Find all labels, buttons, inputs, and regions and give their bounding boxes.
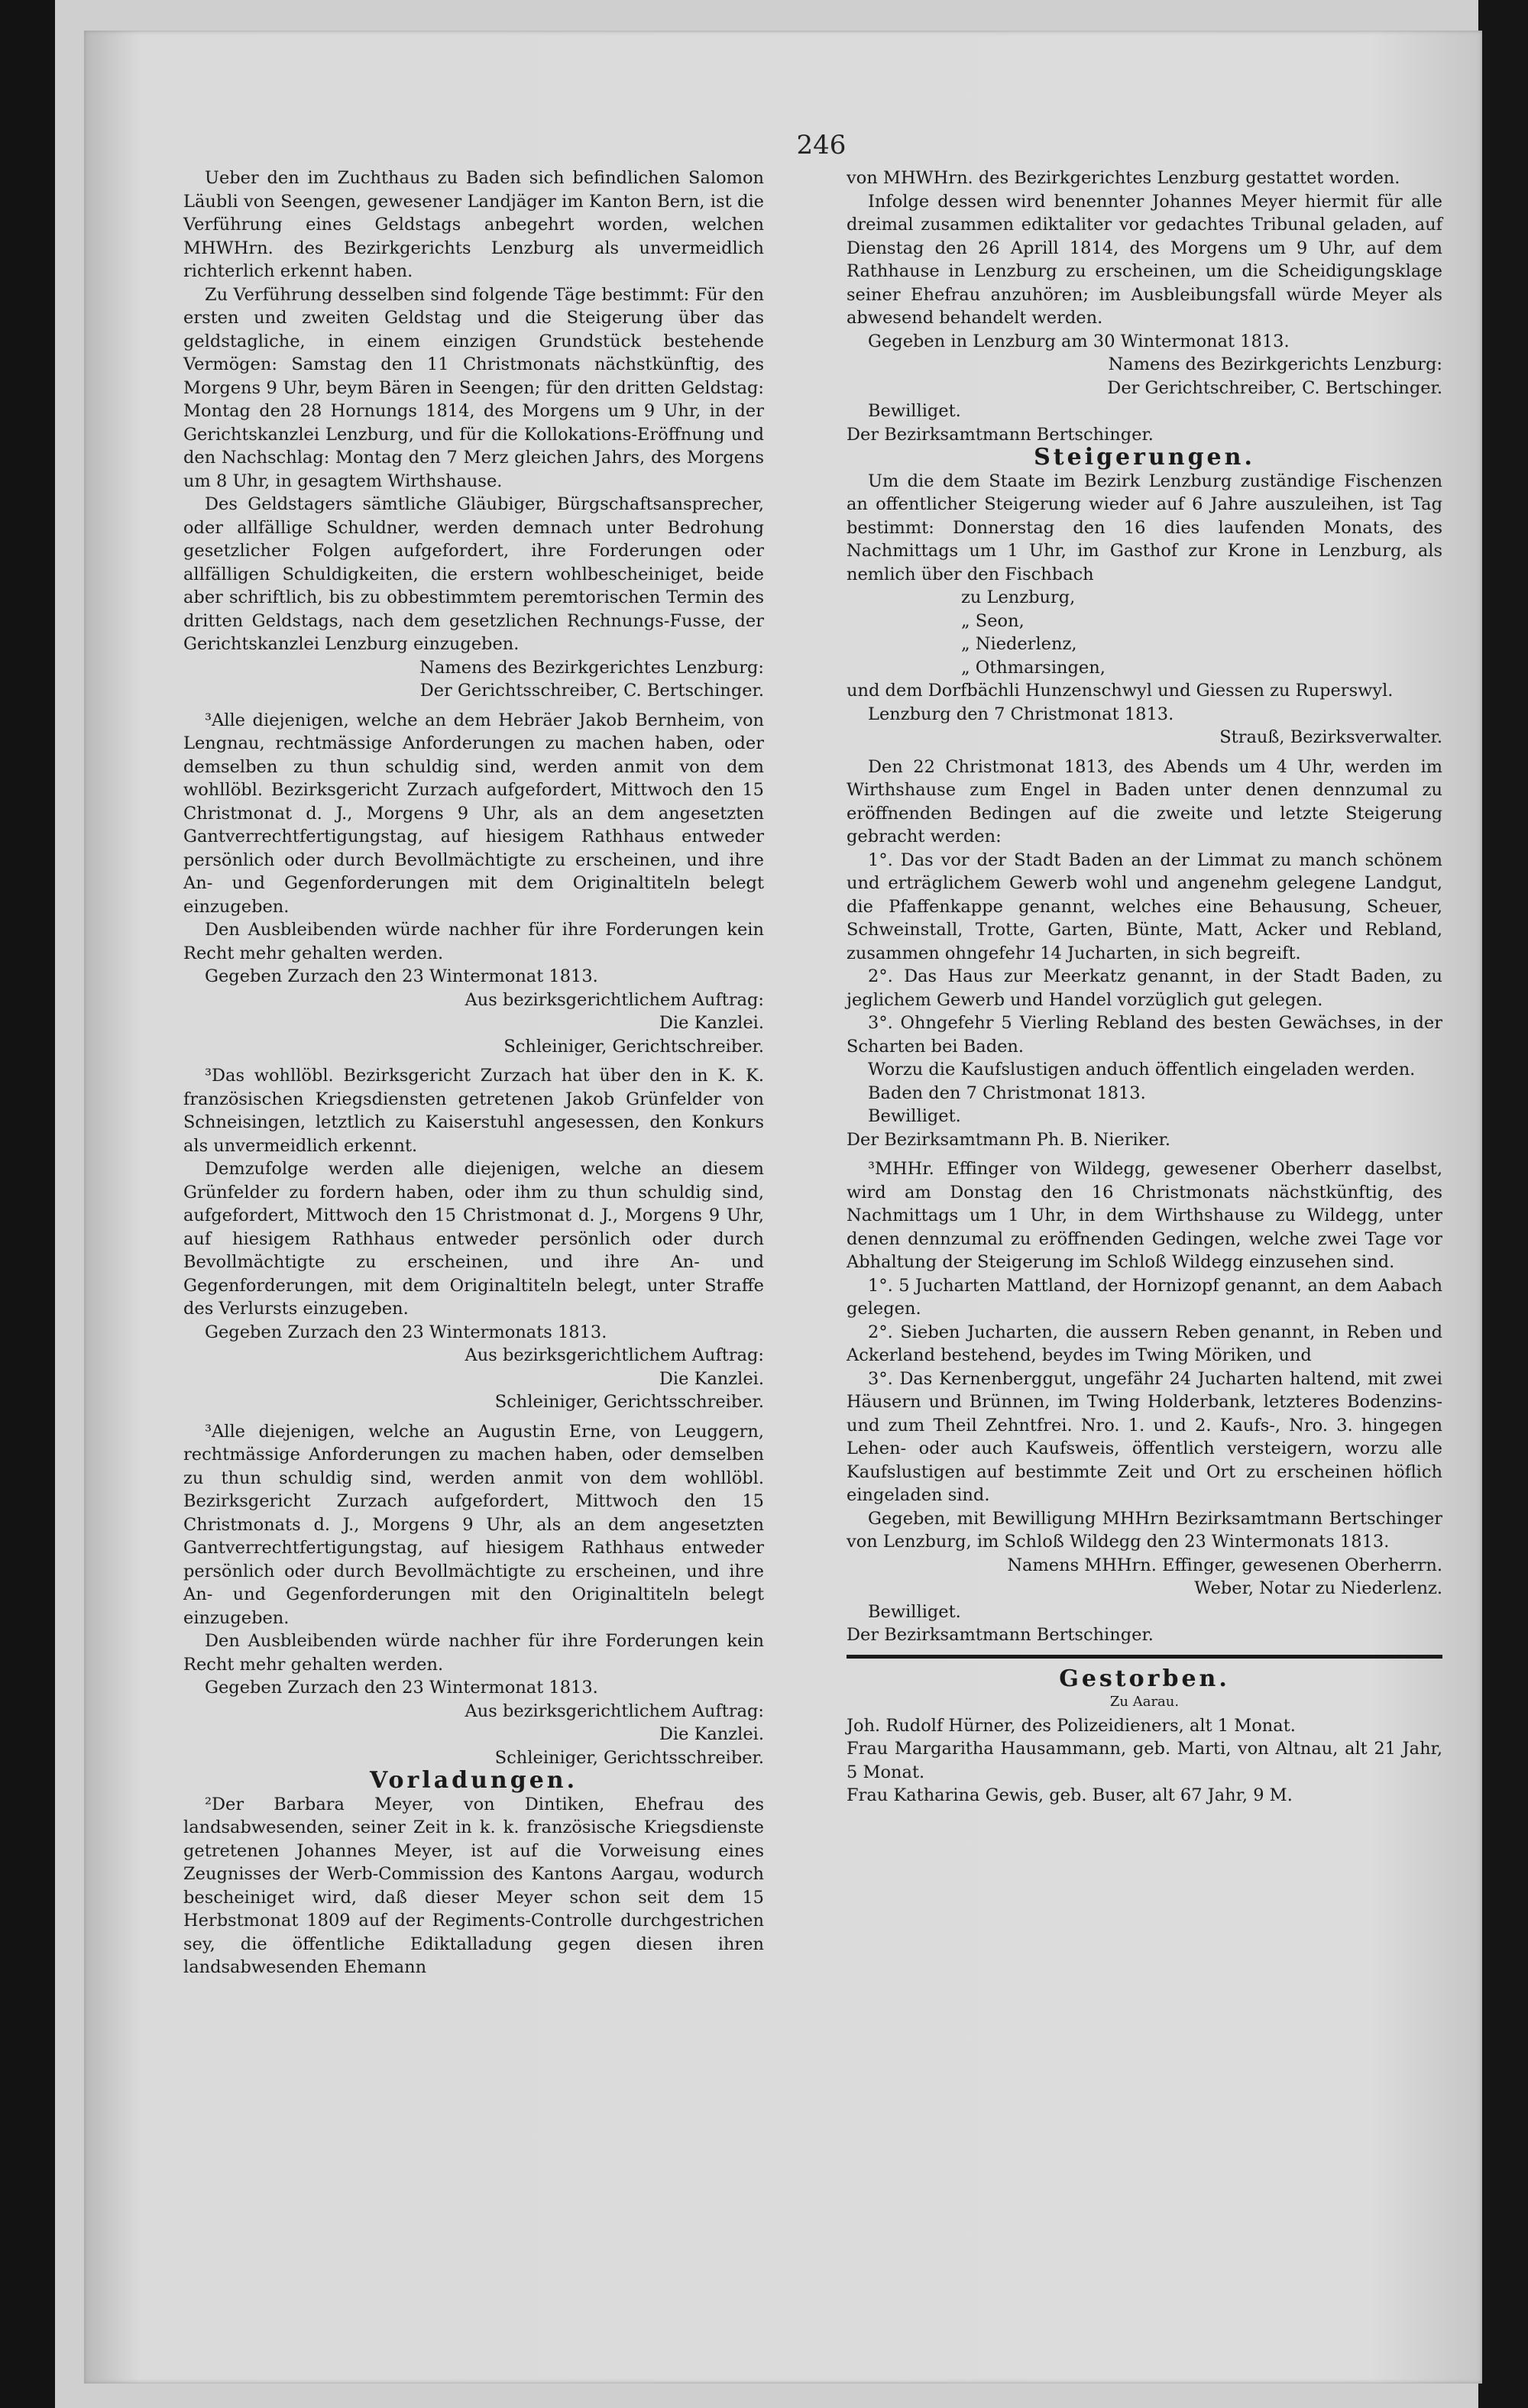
- date-line: Lenzburg den 7 Christmonat 1813.: [868, 704, 1174, 724]
- death-entry: Frau Margaritha Hausammann, geb. Marti, von Altnau, alt 21 Jahr, 5 Monat.: [847, 1739, 1442, 1782]
- notice-fischenzen-end: und dem Dorfbächli Hunzenschwyl und Giessen zu Ruperswyl.: [847, 681, 1394, 701]
- section-divider: [847, 1655, 1442, 1659]
- approval-line: Bewilliget.: [868, 401, 961, 421]
- signature-court: Namens des Bezirkgerichtes Lenzburg:: [419, 657, 764, 678]
- signature-order: Aus bezirksgerichtlichem Auftrag:: [465, 989, 764, 1010]
- signature-office: Die Kanzlei.: [659, 1013, 764, 1033]
- notice-gruenfelder-claims: Demzufolge werden alle diejenigen, welche an diesem Grünfelder zu fordern haben, oder ihm zu thun schuldig sind, aufgefordert, Mittwoch den 15 Christmonat d. J., Morgens 9 Uhr, auf hiesigem Rathhaus entweder persönlich oder durch Bevollmächtigte zu erscheinen, und ihre An- und Gegenforderungen, mit dem Originaltiteln belegt, unter Straffe des Verlursts einzugeben.: [183, 1159, 764, 1319]
- approval-line: Bewilliget.: [868, 1601, 961, 1622]
- auction-item-2: 2°. Das Haus zur Meerkatz genannt, in der Stadt Baden, zu jeglichem Gewerb und Handel vorzüglich gut gelegen.: [847, 966, 1442, 1010]
- district-officer: Der Bezirksamtmann Ph. B. Nieriker.: [847, 1129, 1171, 1150]
- notice-fischenzen: Um die dem Staate im Bezirk Lenzburg zuständige Fischenzen an offentlicher Steigerung wieder auf 6 Jahre auszuleihen, ist Tag bestimmt: Donnerstag den 16 dies laufenden Monats, des Nachmittags um 1 Uhr, im Gasthof zur Krone in Lenzburg, als nemlich über den Fischbach: [847, 471, 1442, 584]
- notice-bernheim: ³Alle diejenigen, welche an dem Hebräer Jakob Bernheim, von Lengnau, rechtmässige Anforderungen zu machen haben, oder demselben zu thun schuldig sind, werden anmit von dem wohllöbl. Bezirksgericht Zurzach aufgefordert, Mittwoch den 15 Christmonat d. J., Morgens 9 Uhr, als an dem angesetzten Gantverrechtfertigungstag, auf hiesigem Rathhaus entweder persönlich oder durch Bevollmächtigte zu erscheinen, und ihre An- und Gegenforderungen mit dem Originaltiteln belegt einzugeben.: [183, 710, 764, 917]
- district-officer: Der Bezirksamtmann Bertschinger.: [847, 1625, 1154, 1645]
- notice-erne-absent: Den Ausbleibenden würde nachher für ihre Forderungen kein Recht mehr gehalten werden.: [183, 1631, 764, 1675]
- date-line: Gegeben Zurzach den 23 Wintermonat 1813.: [205, 1678, 598, 1698]
- auction-item-3: 3°. Ohngefehr 5 Vierling Rebland des besten Gewächses, in der Scharten bei Baden.: [847, 1013, 1442, 1057]
- signature-clerk: Der Gerichtschreiber, C. Bertschinger.: [1107, 377, 1442, 398]
- district-officer: Der Bezirksamtmann Bertschinger.: [847, 424, 1154, 445]
- signature-clerk: Schleiniger, Gerichtsschreiber.: [494, 1392, 764, 1412]
- place-label: Zu Aarau.: [1109, 1694, 1180, 1710]
- auction-item-1: 1°. 5 Jucharten Mattland, der Hornizopf genannt, an dem Aabach gelegen.: [847, 1275, 1442, 1319]
- date-line: Gegeben in Lenzburg am 30 Wintermonat 1813.: [868, 331, 1290, 351]
- scan-border-left: [0, 0, 55, 2408]
- notice-baden-auction: Den 22 Christmonat 1813, des Abends um 4 Uhr, werden im Wirthshause zum Engel in Baden unter denen dennzumal zu eröffnenden Bedingen auf die zweite und letzte Steigerung gebracht werden:: [847, 756, 1442, 846]
- notice-laeubli-creditors: Des Geldstagers sämtliche Gläubiger, Bürgschaftsansprecher, oder allfällige Schuldner, werden demnach unter Bedrohung gesetzlicher Folgen aufgefordert, ihre Forderungen oder allfälligen Schuldigkeiten, die erstern wohlbescheiniget, beide aber schriftlich, bis zu obbestimmtem peremtorischen Termin des dritten Geldstags, nach dem gesetzlichen Rechnungs-Fusse, der Gerichtskanzlei Lenzburg einzugeben.: [183, 494, 764, 654]
- signature-notary: Weber, Notar zu Niederlenz.: [1194, 1578, 1442, 1598]
- notice-meyer-continued: von MHWHrn. des Bezirkgerichtes Lenzburg gestattet worden.: [847, 168, 1400, 188]
- left-column: [183, 167, 764, 1979]
- section-heading-steigerungen: Steigerungen.: [1034, 444, 1255, 471]
- signature-clerk: Der Gerichtsschreiber, C. Bertschinger.: [419, 681, 764, 701]
- signature-clerk: Schleiniger, Gerichtschreiber.: [503, 1036, 764, 1057]
- auction-item-1: 1°. Das vor der Stadt Baden an der Limmat zu manch schönem und erträglichem Gewerb wohl und angenehm gelegene Landgut, die Pfaffenkappe genannt, welches eine Behausung, Scheuer, Schweinstall, Trotte, Garten, Bünte, Matt, Acker und Rebland, zusammen ohngefehr 14 Jucharten, in sich begreift.: [847, 850, 1442, 963]
- right-column: [847, 167, 1442, 1808]
- signature-court: Namens des Bezirkgerichts Lenzburg:: [1108, 354, 1442, 374]
- signature-clerk: Schleiniger, Gerichtsschreiber.: [494, 1747, 764, 1768]
- scan-border-right: [1478, 0, 1528, 2408]
- page-number: 246: [796, 130, 847, 160]
- list-item: „ Othmarsingen,: [961, 657, 1106, 678]
- auction-invitation: Worzu die Kaufslustigen anduch öffentlich eingeladen werden.: [868, 1060, 1416, 1079]
- notice-meyer-summons: Infolge dessen wird benennter Johannes Meyer hiermit für alle dreimal zusammen ediktaliter vor gedachtes Tribunal geladen, auf Dienstag den 26 Aprill 1814, des Morgens um 9 Uhr, auf dem Rathhause in Lenzburg zu erscheinen, um die Scheidigungsklage seiner Ehefrau anzuhören; im Ausbleibungsfall würde Meyer als abwesend behandelt werden.: [847, 191, 1442, 328]
- notice-laeubli: Ueber den im Zuchthaus zu Baden sich befindlichen Salomon Läubli von Seengen, gewesener Landjäger im Kanton Bern, ist die Verführung eines Geldstags anbegehrt worden, welchen MHWHrn. des Bezirkgerichts Lenzburg als unvermeidlich richterlich erkennt haben.: [183, 168, 764, 281]
- date-line: Gegeben Zurzach den 23 Wintermonat 1813.: [205, 966, 598, 986]
- notice-bernheim-absent: Den Ausbleibenden würde nachher für ihre Forderungen kein Recht mehr gehalten werden.: [183, 920, 764, 963]
- notice-laeubli-dates: Zu Verführung desselben sind folgende Täge bestimmt: Für den ersten und zweiten Geldstag und die Steigerung über das geldstagliche, in einem einzigen Grundstück bestehende Vermögen: Samstag den 11 Christmonats nächstkünftig, des Morgens 9 Uhr, beym Bären in Seengen; für den dritten Geldstag: Montag den 28 Hornungs 1814, des Morgens um 9 Uhr, in der Gerichtskanzlei Lenzburg, und für die Kollokations-Eröffnung und den Nachschlag: Montag den 7 Merz gleichen Jahrs, des Morgens um 8 Uhr, in gesagtem Wirthshause.: [183, 284, 764, 491]
- signature-office: Die Kanzlei.: [659, 1368, 764, 1389]
- signature-office: Die Kanzlei.: [659, 1724, 764, 1744]
- notice-effinger: ³MHHr. Effinger von Wildegg, gewesener Oberherr daselbst, wird am Donstag den 16 Christmonats nächstkünftig, des Nachmittags um 1 Uhr, in dem Wirthshause zu Wildegg, unter denen dennzumal zu eröffnenden Gedingen, welche zwei Tage vor Abhaltung der Steigerung im Schloß Wildegg einzusehen sind.: [847, 1159, 1442, 1272]
- signature-effinger: Namens MHHrn. Effinger, gewesenen Oberherrn.: [1007, 1555, 1442, 1575]
- approval-line: Bewilliget.: [868, 1106, 961, 1126]
- section-heading-vorladungen: Vorladungen.: [369, 1767, 578, 1794]
- section-heading-gestorben: Gestorben.: [1059, 1665, 1230, 1692]
- list-item: zu Lenzburg,: [961, 587, 1076, 607]
- notice-erne: ³Alle diejenigen, welche an Augustin Erne, von Leuggern, rechtmässige Anforderungen zu machen haben, oder demselben zu thun schuldig sind, werden anmit von dem wohllöbl. Bezirksgericht Zurzach aufgefordert, Mittwoch den 15 Christmonats d. J., Morgens 9 Uhr, als an dem angesetzten Gantverrechtfertigungstag, auf hiesigem Rathhaus entweder persönlich oder durch Bevollmächtigte zu erscheinen, und ihre An- und Gegenforderungen mit den Originaltiteln belegt einzugeben.: [183, 1421, 764, 1628]
- signature-order: Aus bezirksgerichtlichem Auftrag:: [465, 1701, 764, 1721]
- list-item: „ Niederlenz,: [961, 634, 1077, 654]
- signature-order: Aus bezirksgerichtlichem Auftrag:: [465, 1345, 764, 1365]
- date-line: Baden den 7 Christmonat 1813.: [868, 1083, 1146, 1103]
- auction-item-3: 3°. Das Kernenberggut, ungefähr 24 Jucharten haltend, mit zwei Häusern und Brünnen, im Twing Holderbank, letzteres Bodenzins- und zum Theil Zehntfrei. Nro. 1. und 2. Kaufs-, Nro. 3. hingegen Lehen- oder auch Kaufsweis, öffentlich versteigern, worzu alle Kaufslustigen auf bestimmte Zeit und Ort zu erscheinen höflich eingeladen sind.: [847, 1368, 1442, 1505]
- notice-effinger-given: Gegeben, mit Bewilligung MHHrn Bezirksamtmann Bertschinger von Lenzburg, im Schloß Wildegg den 23 Wintermonats 1813.: [847, 1508, 1442, 1552]
- date-line: Gegeben Zurzach den 23 Wintermonats 1813.: [205, 1322, 607, 1342]
- notice-meyer: ²Der Barbara Meyer, von Dintiken, Ehefrau des landsabwesenden, seiner Zeit in k. k. französische Kriegsdienste getretenen Johannes Meyer, ist auf die Vorweisung eines Zeugnisses der Werb-Commission des Kantons Aargau, wodurch bescheiniget wird, daß dieser Meyer schon seit dem 15 Herbstmonat 1809 auf der Regiments-Controlle durchgestrichen sey, die öffentliche Ediktalladung gegen diesen ihren landsabwesenden Ehemann: [183, 1794, 764, 1977]
- notice-gruenfelder: ³Das wohllöbl. Bezirksgericht Zurzach hat über den in K. K. französischen Kriegsdiensten getretenen Jakob Grünfelder von Schneisingen, letztlich zu Kaiserstuhl angesessen, den Konkurs als unvermeidlich erkennt.: [183, 1066, 764, 1156]
- list-item: „ Seon,: [961, 610, 1025, 631]
- death-entry: Frau Katharina Gewis, geb. Buser, alt 67 Jahr, 9 M.: [847, 1785, 1293, 1805]
- signature-administrator: Strauß, Bezirksverwalter.: [1219, 727, 1442, 747]
- death-entry: Joh. Rudolf Hürner, des Polizeidieners, alt 1 Monat.: [847, 1715, 1296, 1736]
- auction-item-2: 2°. Sieben Jucharten, die aussern Reben genannt, in Reben und Ackerland bestehend, beydes im Twing Möriken, und: [847, 1322, 1442, 1365]
